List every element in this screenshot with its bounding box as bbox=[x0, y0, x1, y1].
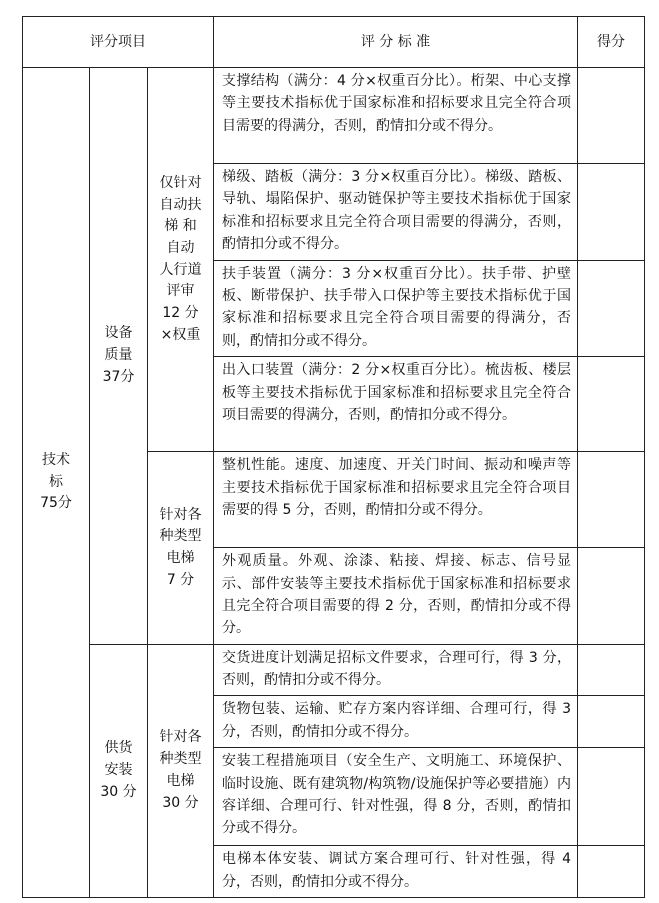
group-all-elevators-7: 针对各 种类型 电梯 7 分 bbox=[148, 452, 214, 645]
score-cell[interactable] bbox=[578, 696, 645, 748]
criterion-support-structure: 支撑结构（满分：4 分×权重百分比）。桁架、中心支撑等主要技术指标优于国家标准和招标要求且完全符合项目需要的得满分，否则，酌情扣分或不得分。 bbox=[214, 68, 578, 164]
score-cell[interactable] bbox=[578, 164, 645, 261]
group-escalator-only: 仅针对 自动扶 梯 和 自动 人行道 评审 12 分 ×权重 bbox=[148, 68, 214, 452]
header-project: 评分项目 bbox=[23, 17, 214, 68]
criterion-installation-measures: 安装工程措施项目（安全生产、文明施工、环境保护、临时设施、既有建筑物/构筑物/设施保护等必要措施）内容详细、合理可行、针对性强，得 8 分，否则，酌情扣分或不得分。 bbox=[214, 748, 578, 846]
criterion-steps-pallets: 梯级、踏板（满分：3 分×权重百分比）。梯级、踏板、导轨、塌陷保护、驱动链保护等主要技术指标优于国家标准和招标要求且完全符合项目需要的得满分，否则，酌情扣分或不得分。 bbox=[214, 164, 578, 261]
score-cell[interactable] bbox=[578, 748, 645, 846]
criterion-appearance: 外观质量。外观、涂漆、粘接、焊接、标志、信号显示、部件安装等主要技术指标优于国家标准和招标要求且完全符合项目需要的得 2 分，否则，酌情扣分或不得分。 bbox=[214, 548, 578, 645]
criterion-installation-commissioning: 电梯本体安装、调试方案合理可行、针对性强，得 4 分，否则，酌情扣分或不得分。 bbox=[214, 846, 578, 898]
score-cell[interactable] bbox=[578, 846, 645, 898]
score-cell[interactable] bbox=[578, 548, 645, 645]
criterion-overall-performance: 整机性能。速度、加速度、开关门时间、振动和噪声等主要技术指标优于国家标准和招标要求且完全符合项目需要的得 5 分，否则，酌情扣分或不得分。 bbox=[214, 452, 578, 548]
table-row bbox=[23, 644, 645, 696]
score-cell[interactable] bbox=[578, 260, 645, 357]
criterion-handrail: 扶手装置（满分：3 分×权重百分比）。扶手带、护壁板、断带保护、扶手带入口保护等主要技术指标优于国家标准和招标要求且完全符合项目需要的得满分，否则，酌情扣分或不得分。 bbox=[214, 260, 578, 357]
scoring-table bbox=[22, 16, 645, 898]
header-score: 得分 bbox=[578, 17, 645, 68]
criterion-delivery-schedule: 交货进度计划满足招标文件要求，合理可行，得 3 分，否则，酌情扣分或不得分。 bbox=[214, 644, 578, 696]
criterion-entrance-exit: 出入口装置（满分：2 分×权重百分比）。梳齿板、楼层板等主要技术指标优于国家标准和招标要求且完全符合项目需要的得满分，否则，酌情扣分或不得分。 bbox=[214, 357, 578, 452]
score-cell[interactable] bbox=[578, 68, 645, 164]
subcategory-supply-installation: 供货 安装 30 分 bbox=[90, 644, 148, 897]
score-cell[interactable] bbox=[578, 644, 645, 696]
category-technical: 技术 标 75分 bbox=[23, 68, 90, 898]
subcategory-equipment-quality: 设备 质量 37分 bbox=[90, 68, 148, 645]
header-criteria: 评 分 标 准 bbox=[214, 17, 578, 68]
group-all-elevators-30: 针对各 种类型 电梯 30 分 bbox=[148, 644, 214, 897]
header-row bbox=[23, 17, 645, 68]
criterion-packaging-transport: 货物包装、运输、贮存方案内容详细、合理可行，得 3 分，否则，酌情扣分或不得分。 bbox=[214, 696, 578, 748]
score-cell[interactable] bbox=[578, 452, 645, 548]
score-cell[interactable] bbox=[578, 357, 645, 452]
table-row bbox=[23, 68, 645, 164]
